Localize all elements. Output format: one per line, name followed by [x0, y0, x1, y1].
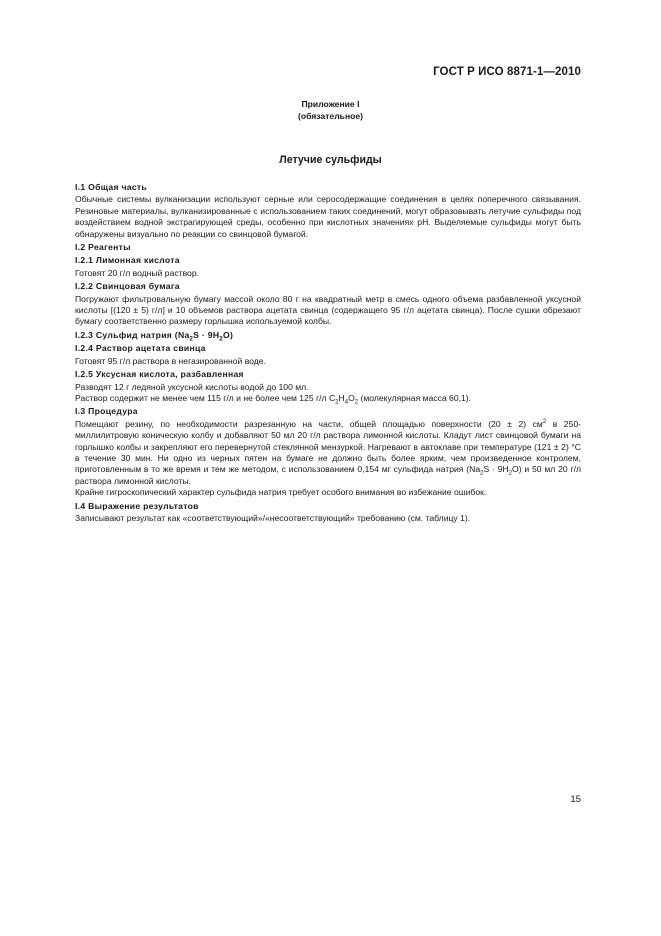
subscript: 4 [344, 399, 349, 406]
paragraph-general-text: Обычные системы вулканизации используют серные или серосодержащие соединения в целях поперечного связывания. Резиновые материалы, вулканизированные с использованием таких соединений, могут образовывать летучие сульфиды под воздействием водной экстрагирующей среды, особенно при кислотных значениях pH. Выделяемые сульфиды могут быть обнаружены визуально по реакции со свинцовой бумагой. [75, 194, 581, 239]
subscript: 2 [354, 399, 359, 406]
heading-sodium-sulfide [75, 330, 581, 341]
subscript: 2 [335, 399, 339, 406]
text-part: в 250-миллилитровую коническую колбу и добавляют 50 мл 20 г/л раствора лимонной кислоты. Кладут лист свинцовой бумаги на горлышко колбы и закрепляют его перевернутой стеклянной мензуркой. Нагревают в автоклаве при температуре (121 ± 2) °C в течение 30 мин. Ни одно из черных пятен на бумаге не должно быть более ярким, чем произведенное контролем, приготовленным в то же время и тем же методом, с использованием 0,154 мг сульфида натрия (Na [75, 418, 582, 475]
text-part: S · 9H [483, 464, 509, 475]
text-part: Помещают резину, по необходимости разрезанную на части, общей площадью поверхности (20 ± 2) см [75, 418, 543, 429]
heading-procedure: I.3 Процедура [75, 406, 138, 417]
paragraph-procedure-1 [75, 419, 581, 487]
heading-sodium-sulfide-part: S · 9H [193, 329, 220, 340]
subscript: 2 [189, 336, 194, 343]
text-part: H [338, 392, 345, 403]
heading-sodium-sulfide-part: I.2.3 Сульфид натрия (Na [75, 329, 190, 340]
document-body [75, 182, 581, 524]
subscript: 2 [508, 471, 513, 478]
subscript: 2 [480, 471, 484, 478]
text-part: O [348, 392, 355, 403]
annex-title: Приложение I [301, 99, 360, 109]
paragraph-lead-acetate: Готовят 95 г/л раствора в негазированной воде. [75, 355, 266, 366]
heading-results: I.4 Выражение результатов [75, 500, 199, 511]
heading-general: I.1 Общая часть [75, 182, 148, 192]
heading-sodium-sulfide-part: O) [222, 329, 234, 340]
text-part: (молекулярная масса 60,1). [358, 392, 472, 403]
heading-reagents: I.2 Реагенты [75, 242, 131, 253]
heading-acetic-acid: I.2.5 Уксусная кислота, разбавленная [75, 369, 244, 380]
heading-citric-acid: I.2.1 Лимонная кислота [75, 255, 180, 266]
standard-designation: ГОСТ Р ИСО 8871-1—2010 [433, 66, 581, 78]
paragraph-citric-acid: Готовят 20 г/л водный раствор. [75, 267, 199, 278]
paragraph-general [75, 194, 581, 240]
page-number: 15 [570, 794, 581, 805]
heading-lead-acetate: I.2.4 Раствор ацетата свинца [75, 343, 206, 354]
annex-status: (обязательное) [297, 110, 364, 121]
paragraph-lead-paper: Погружают фильтровальную бумагу массой около 80 г на квадратный метр в смесь одного объема разбавленной уксусной кислоты [(120 ± 5) г/л] и 10 объемов раствора ацетата свинца (содержащего 95 г/л ацетата свинца). После сушки обрезают бумагу соответственно размеру горлышка используемой колбы. [75, 293, 581, 327]
annex-heading [0, 99, 661, 122]
paragraph-results: Записывают результат как «соответствующий»/«несоответствующий» требованию (см. таблицу 1). [75, 512, 471, 523]
paragraph-acetic-acid-1: Разводят 12 г ледяной уксусной кислоты водой до 100 мл. [75, 381, 309, 392]
subscript: 2 [219, 336, 223, 343]
superscript: 2 [542, 418, 547, 425]
paragraph-acetic-acid-2 [75, 393, 581, 404]
paragraph-procedure-2: Крайне гигроскопический характер сульфида натрия требует особого внимания во избежание ошибок. [75, 487, 487, 498]
text-part: Раствор содержит не менее чем 115 г/л и не более чем 125 г/л C [75, 392, 336, 403]
section-title: Летучие сульфиды [279, 154, 382, 166]
text-part: O) и 50 мл 20 г/л раствора лимонной кислоты. [75, 464, 581, 486]
heading-lead-paper: I.2.2 Свинцовая бумага [75, 281, 180, 292]
